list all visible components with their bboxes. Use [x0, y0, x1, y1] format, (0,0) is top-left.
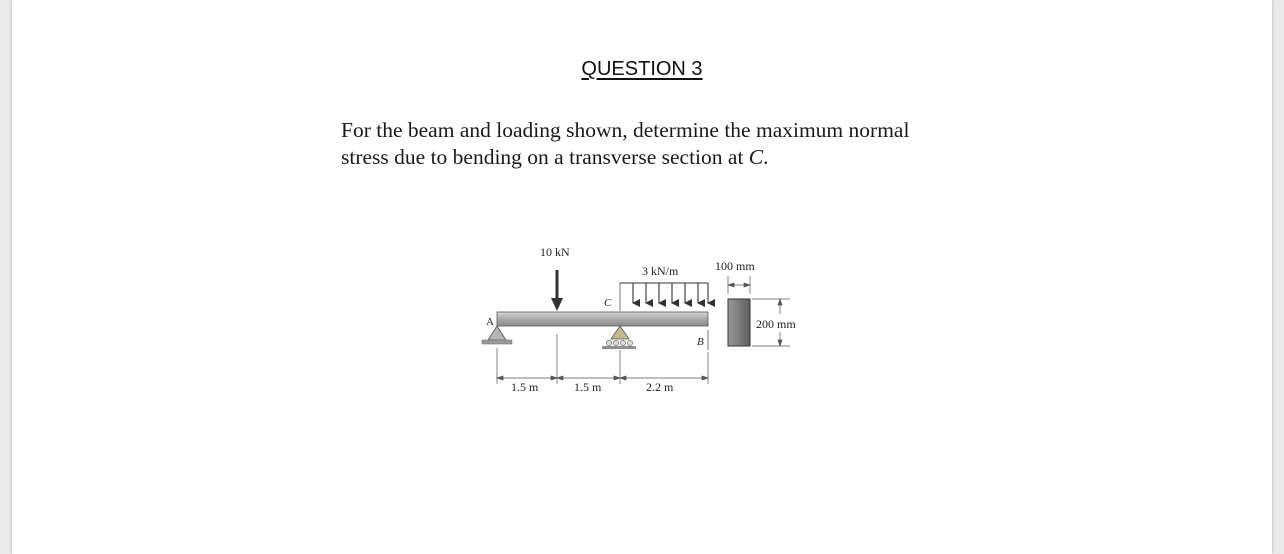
cross-section [728, 299, 750, 346]
point-load-label: 10 kN [540, 245, 570, 259]
pin-support-a [482, 326, 512, 344]
section-width-dimension [728, 276, 750, 294]
span-2-label: 1.5 m [574, 380, 602, 394]
point-load-arrow [551, 270, 563, 311]
roller-support-c [602, 326, 636, 349]
section-height-label: 200 mm [756, 317, 796, 331]
span-1-label: 1.5 m [511, 380, 539, 394]
question-line-1: For the beam and loading shown, determine the maximum normal [341, 118, 910, 142]
distributed-load-label: 3 kN/m [642, 264, 679, 278]
label-a: A [486, 316, 494, 328]
distributed-load [620, 283, 708, 303]
section-width-label: 100 mm [715, 259, 755, 273]
span-dimensions [497, 334, 708, 384]
span-3-label: 2.2 m [646, 380, 674, 394]
label-b: B [697, 336, 704, 348]
label-c: C [604, 297, 612, 309]
question-line-2: stress due to bending on a transverse section at C. [341, 145, 769, 169]
beam [497, 312, 708, 326]
point-c-reference: C [748, 145, 764, 169]
question-title: QUESTION 3 [581, 58, 703, 80]
